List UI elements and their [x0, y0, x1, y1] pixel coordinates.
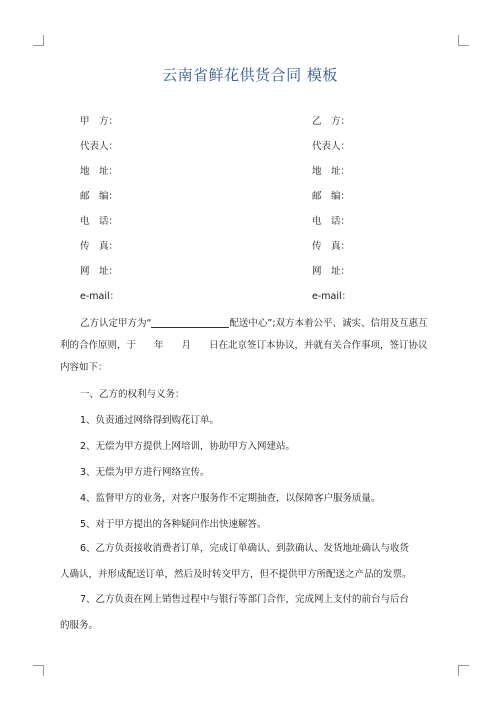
- crop-mark-top-right: [458, 35, 469, 46]
- item-6-line-2: 人确认，并形成配送订单，然后及时转交甲方，但不提供甲方所配送之产品的发票。: [60, 569, 412, 580]
- crop-mark-top-left: [33, 35, 44, 46]
- intro-paragraph: [60, 313, 452, 379]
- intro-line-1: [60, 313, 452, 335]
- crop-mark-bottom-right: [458, 665, 469, 676]
- party-a-address-label: 地 址：: [80, 166, 119, 177]
- intro-text-2a: 利的合作原则，于: [60, 340, 137, 351]
- party-a-phone-label: 电 话：: [80, 216, 119, 227]
- intro-line-2: [60, 335, 452, 357]
- party-b-fax-label: 传 真：: [312, 241, 351, 252]
- month-label: 月: [181, 340, 192, 351]
- list-item: 1、负责通过网络得到购花订单。: [80, 415, 220, 426]
- list-item: 4、监督甲方的业务，对客户服务作不定期抽查，以保障客户服务质量。: [80, 493, 381, 504]
- document-title: 云南省鲜花供货合同 模板: [162, 66, 338, 84]
- party-b-phone-label: 电 话：: [312, 216, 351, 227]
- item-7: [60, 589, 452, 637]
- party-b-name-label: 乙 方：: [312, 116, 351, 127]
- party-a-website-label: 网 址：: [80, 266, 119, 277]
- list-item: 3、无偿为甲方进行网络宣传。: [80, 467, 210, 478]
- party-b-representative-label: 代表人：: [312, 141, 351, 152]
- party-b-postcode-label: 邮 编：: [312, 191, 351, 202]
- year-label: 年: [154, 340, 164, 351]
- item-7-line-2: 的服务。: [60, 620, 99, 631]
- list-item: 2、无偿为甲方提供上网培训，协助甲方入网建站。: [80, 441, 296, 452]
- party-a-email-label: e-mail：: [80, 291, 120, 302]
- party-a-postcode-label: 邮 编：: [80, 191, 119, 202]
- intro-text-1b: 配送中心”;双方本着公平、诚实、信用及互惠互: [229, 318, 428, 329]
- intro-text-2b: 日在北京签订本协议，并就有关合作事项，签订协议: [209, 340, 428, 351]
- party-b-email-label: e-mail：: [312, 291, 352, 302]
- crop-mark-bottom-left: [33, 665, 44, 676]
- intro-text-1a: 乙方认定甲方为“: [80, 318, 152, 329]
- item-list: [60, 410, 452, 540]
- item-6-line-1: 6、乙方负责接收消费者订单，完成订单确认、到款确认、发货地址确认与收货: [80, 543, 410, 554]
- item-7-line-1: 7、乙方负责在网上销售过程中与银行等部门合作，完成网上支付的前台与后台: [80, 594, 410, 605]
- party-a-fax-label: 传 真：: [80, 241, 119, 252]
- party-b-address-label: 地 址：: [312, 166, 351, 177]
- center-name-blank: [151, 317, 229, 328]
- section-1: [60, 384, 452, 406]
- item-6: [60, 538, 452, 586]
- list-item: 5、对于甲方提出的各种疑问作出快速解答。: [80, 519, 267, 530]
- intro-line-3: 内容如下：: [60, 362, 108, 373]
- party-a-name-label: 甲 方：: [80, 116, 119, 127]
- party-b-website-label: 网 址：: [312, 266, 351, 277]
- party-a-representative-label: 代表人：: [80, 141, 119, 152]
- section-1-heading: 一、乙方的权利与义务：: [80, 389, 185, 400]
